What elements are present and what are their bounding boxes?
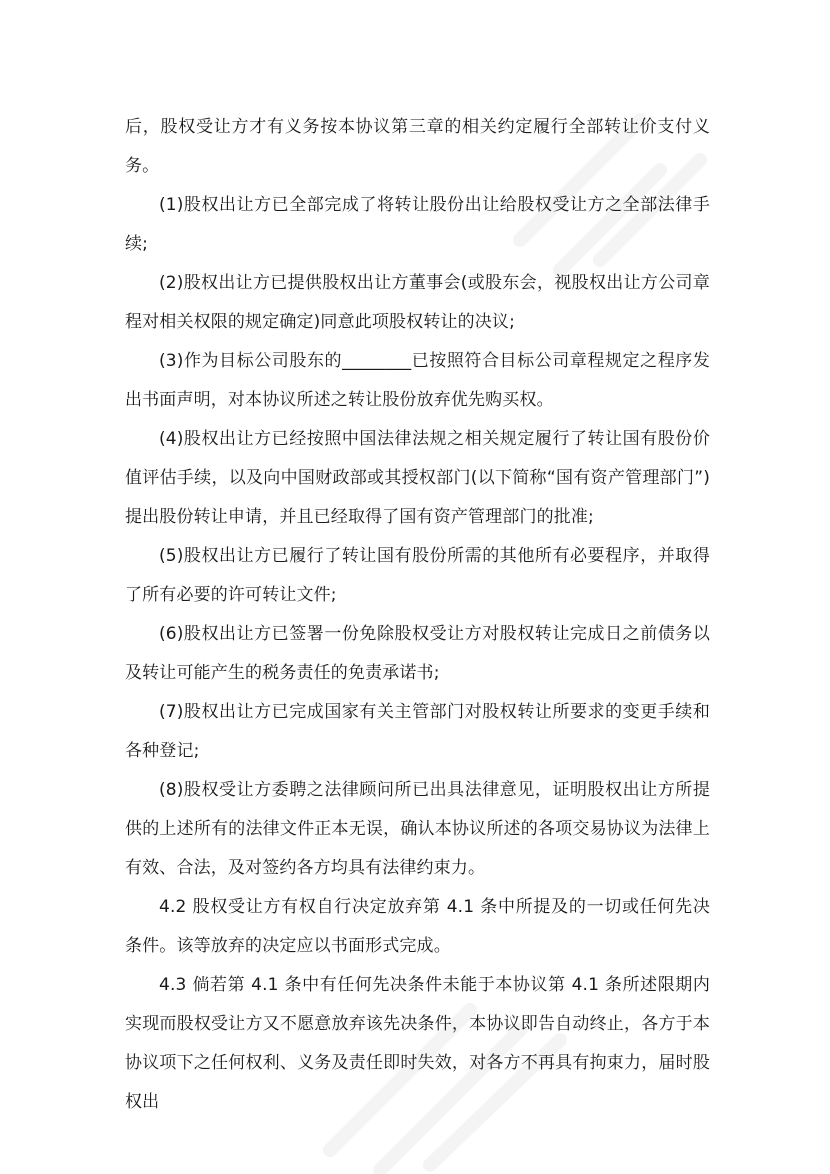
paragraph-condition-1: (1)股权出让方已全部完成了将转让股份出让给股权受让方之全部法律手续; xyxy=(125,195,710,254)
document-body xyxy=(125,108,710,1122)
paragraph-clause-4-3: 4.3 倘若第 4.1 条中有任何先决条件未能于本协议第 4.1 条所述限期内实现而股权受让方又不愿意放弃该先决条件，本协议即告自动终止，各方于本协议项下之任何权利、义务及责任即时失效，对各方不再具有拘束力，届时股权出 xyxy=(125,975,710,1112)
paragraph-condition-3: (3)作为目标公司股东的________已按照符合目标公司章程规定之程序发出书面声明，对本协议所述之转让股份放弃优先购买权。 xyxy=(125,351,710,410)
paragraph-continuation: 后，股权受让方才有义务按本协议第三章的相关约定履行全部转让价支付义务。 xyxy=(125,117,710,176)
paragraph-clause-4-2: 4.2 股权受让方有权自行决定放弃第 4.1 条中所提及的一切或任何先决条件。该等放弃的决定应以书面形式完成。 xyxy=(125,897,710,956)
paragraph-condition-2: (2)股权出让方已提供股权出让方董事会(或股东会，视股权出让方公司章程对相关权限的规定确定)同意此项股权转让的决议; xyxy=(125,273,710,332)
paragraph-condition-4: (4)股权出让方已经按照中国法律法规之相关规定履行了转让国有股份价值评估手续，以及向中国财政部或其授权部门(以下简称“国有资产管理部门”)提出股份转让申请，并且已经取得了国有资产管理部门的批准; xyxy=(125,429,710,527)
paragraph-condition-7: (7)股权出让方已完成国家有关主管部门对股权转让所要求的变更手续和各种登记; xyxy=(125,702,710,761)
paragraph-condition-6: (6)股权出让方已签署一份免除股权受让方对股权转让完成日之前债务以及转让可能产生的税务责任的免责承诺书; xyxy=(125,624,710,683)
paragraph-condition-8: (8)股权受让方委聘之法律顾问所已出具法律意见，证明股权出让方所提供的上述所有的法律文件正本无误，确认本协议所述的各项交易协议为法律上有效、合法，及对签约各方均具有法律约束力。 xyxy=(125,780,710,878)
paragraph-condition-5: (5)股权出让方已履行了转让国有股份所需的其他所有必要程序，并取得了所有必要的许可转让文件; xyxy=(125,546,710,605)
